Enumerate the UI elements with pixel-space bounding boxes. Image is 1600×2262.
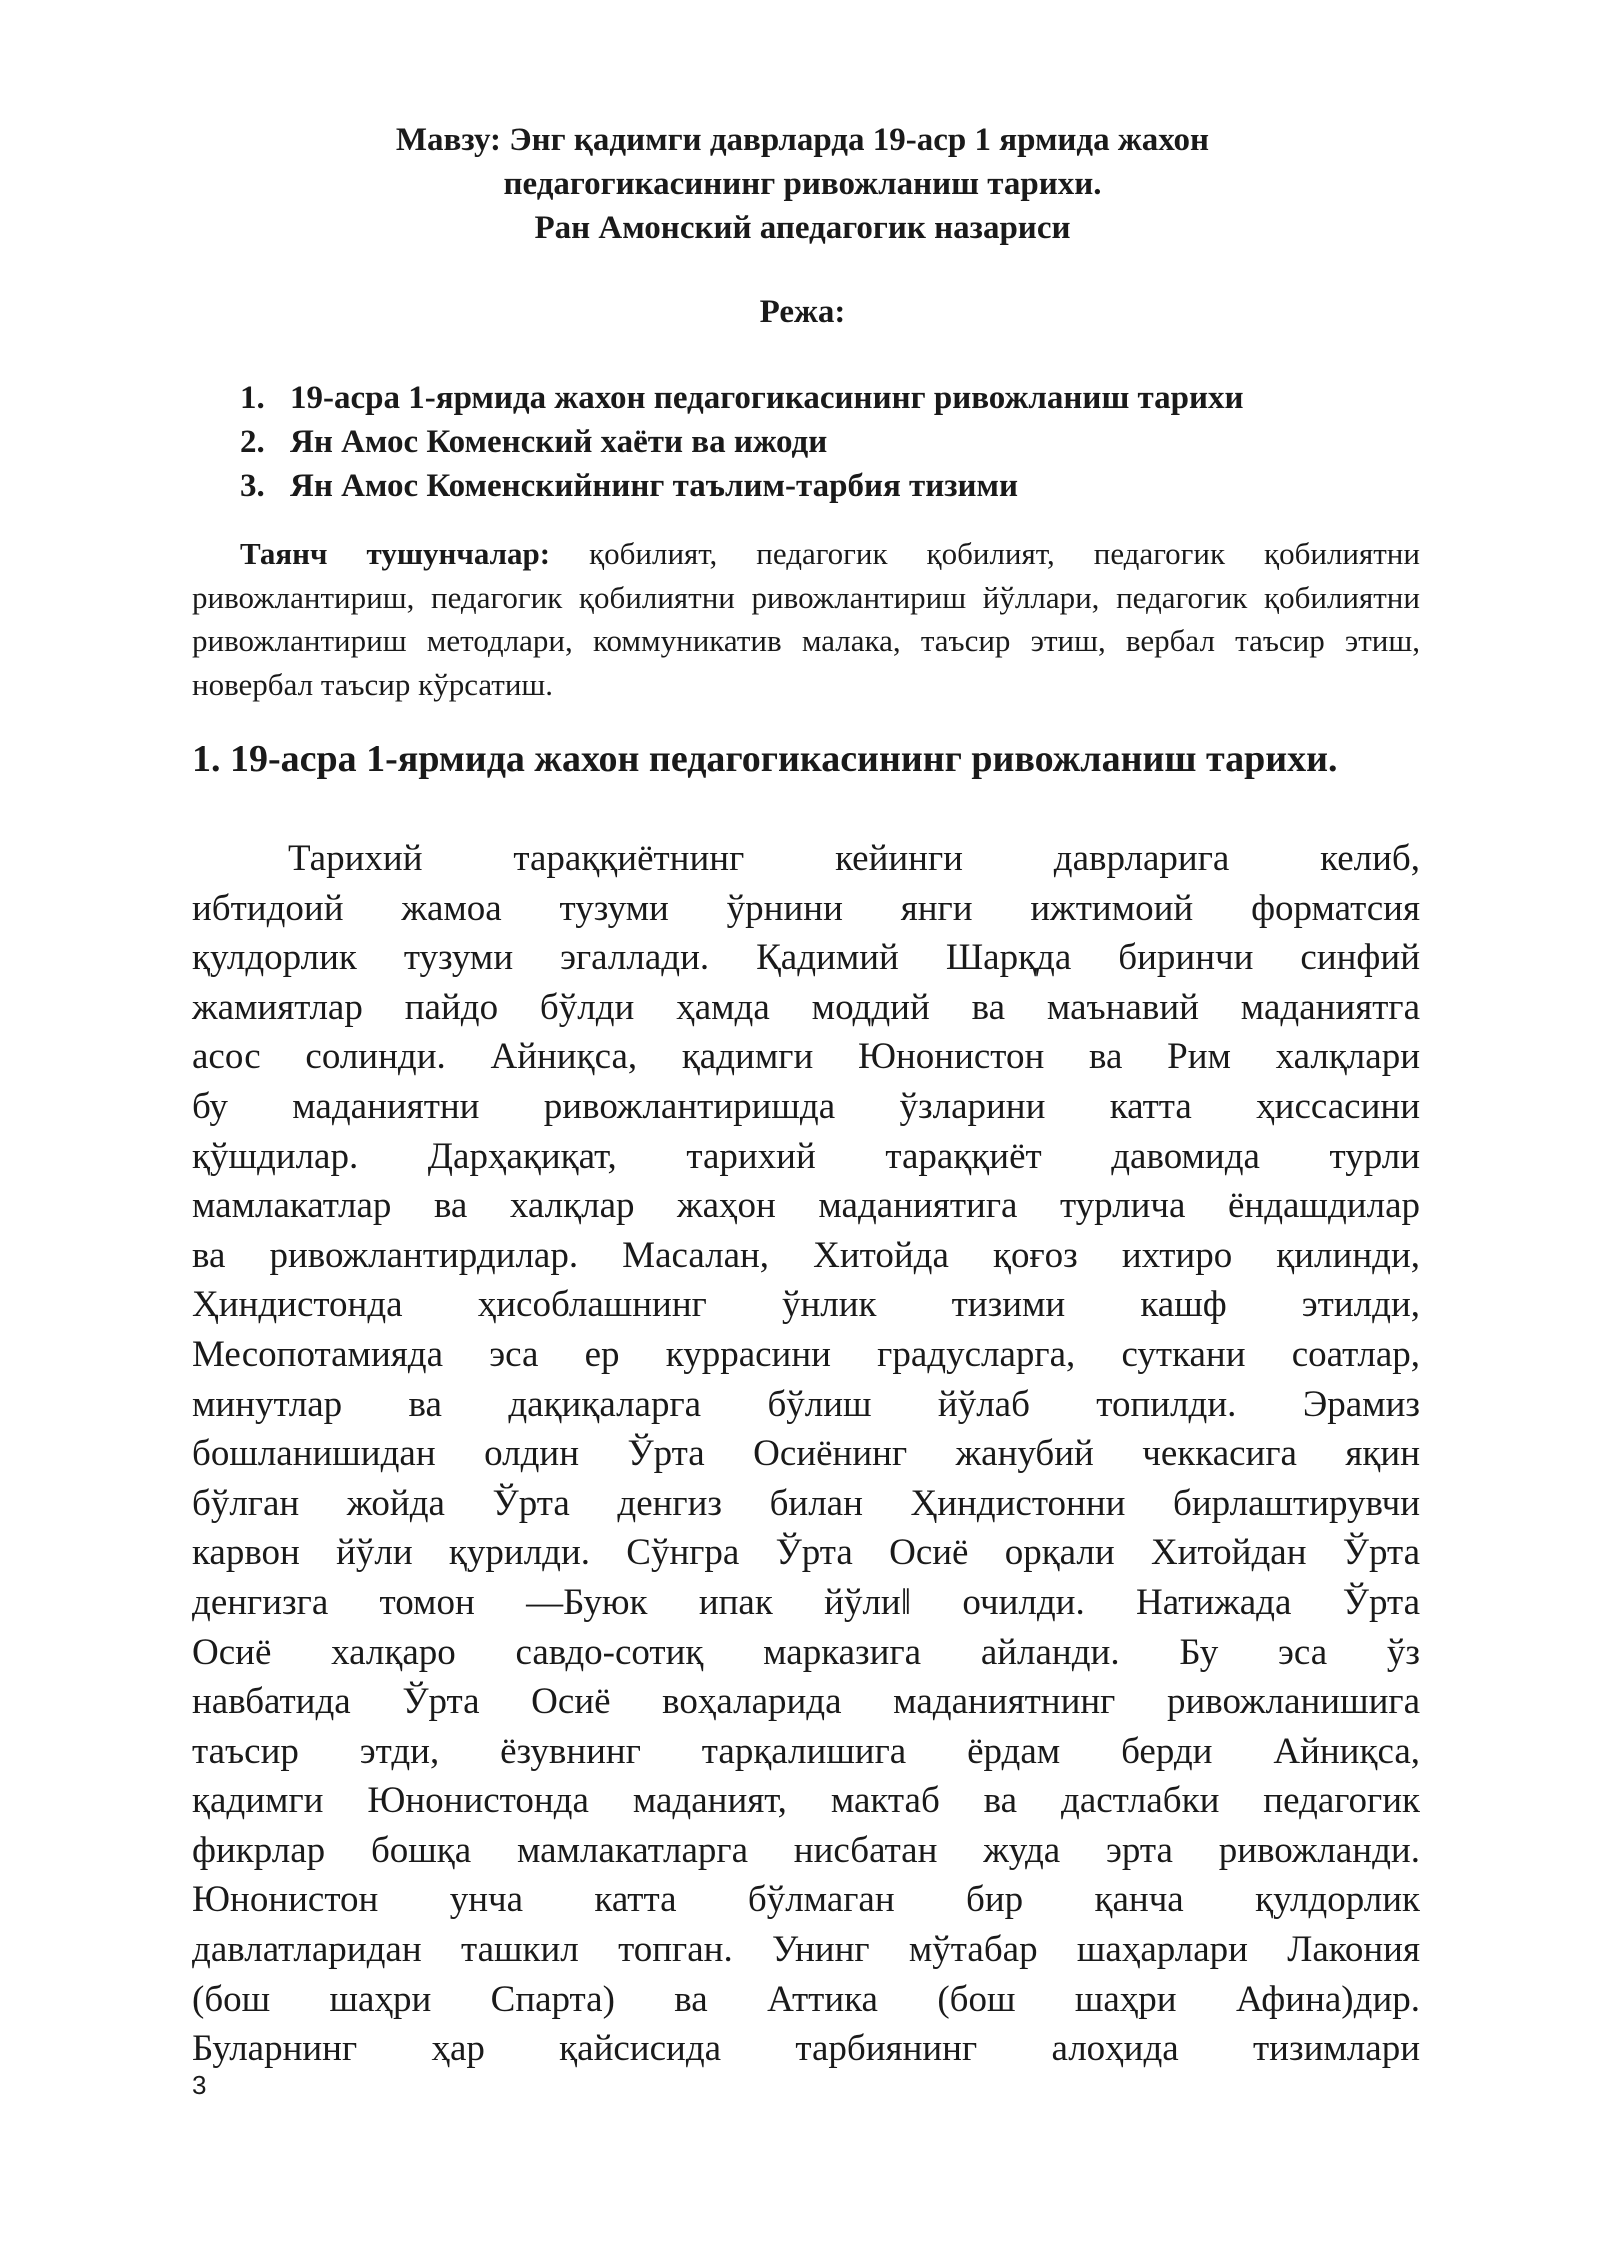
plan-item-number: 1.: [240, 380, 265, 416]
body-line-text: бу маданиятни ривожлантиришда ўзларини катта ҳиссасини: [192, 1085, 1420, 1127]
body-line-text: (бош шаҳри Спарта) ва Аттика (бош шаҳри Афина)дир.: [192, 1978, 1420, 2020]
plan-heading: Режа:: [759, 294, 846, 330]
body-line-text: карвон йўли қурилди. Сўнгра Ўрта Осиё орқали Хитойдан Ўрта: [192, 1532, 1420, 1574]
body-line-text: ибтидоий жамоа тузуми ўрнини янги ижтимоий форматсия: [192, 887, 1420, 929]
body-line-text: таъсир этди, ёзувнинг тарқалишига ёрдам берди Айниқса,: [192, 1730, 1420, 1772]
body-line: [192, 2024, 1420, 2074]
body-line: [192, 1628, 1420, 1678]
plan-item-number: 3.: [240, 468, 265, 504]
body-line: [192, 1082, 1420, 1132]
body-line: [192, 1280, 1420, 1330]
body-line: [192, 1677, 1420, 1727]
body-line-text: асос солинди. Айниқса, қадимги Юнонистон ва Рим халқлари: [192, 1036, 1420, 1078]
plan-item-number: 2.: [240, 424, 265, 460]
body-line: [192, 884, 1420, 934]
page-number: 3: [192, 2070, 207, 2100]
body-line: [192, 933, 1420, 983]
section-heading: 1. 19-асра 1-ярмида жахон педагогикасининг ривожланиш тарихи.: [192, 738, 1338, 780]
title-line: Мавзу: Энг қадимги даврларда 19-аср 1 ярмида жахон: [395, 122, 1210, 158]
title-line: педагогикасининг ривожланиш тарихи.: [503, 166, 1102, 202]
body-line-text: давлатларидан ташкил топган. Унинг мўтабар шаҳарлари Лакония: [192, 1929, 1420, 1971]
body-line-text: Буларнинг ҳар қайсисида тарбиянинг алоҳида тизимлари: [192, 2028, 1420, 2070]
body-line-text: ва ривожлантирдилар. Масалан, Хитойда қоғоз ихтиро қилинди,: [192, 1234, 1420, 1276]
body-line-text: денгизга томон ―Буюк ипак йўли‖ очилди. Натижада Ўрта: [192, 1581, 1420, 1623]
body-line-text: бўлган жойда Ўрта денгиз билан Ҳиндистонни бирлаштирувчи: [192, 1482, 1420, 1524]
body-line: [192, 1429, 1420, 1479]
body-line-text: қўшдилар. Дарҳақиқат, тарихий тараққиёт давомида турли: [192, 1135, 1420, 1177]
body-line: [192, 1479, 1420, 1529]
body-line-text: фикрлар бошқа мамлакатларга нисбатан жуда эрта ривожланди.: [192, 1829, 1420, 1871]
body-line: [192, 1826, 1420, 1876]
body-line-text: Осиё халқаро савдо-сотиқ марказига айланди. Бу эса ўз: [192, 1631, 1420, 1673]
body-line-text: Ҳиндистонда ҳисоблашнинг ўнлик тизими кашф этилди,: [192, 1284, 1420, 1326]
document-title: [190, 118, 1415, 250]
body-line: [192, 1875, 1420, 1925]
plan-item-text: Ян Амос Коменскийнинг таълим-тарбия тизими: [290, 468, 1019, 504]
body-line-text: мамлакатлар ва халқлар жаҳон маданиятига турлича ёндашдилар: [192, 1185, 1420, 1227]
body-line: [192, 1925, 1420, 1975]
plan-item: [240, 420, 1440, 464]
body-line: [192, 1181, 1420, 1231]
body-line-text: жамиятлар пайдо бўлди ҳамда моддий ва маънавий маданиятга: [192, 986, 1420, 1028]
body-line: [192, 1231, 1420, 1281]
body-line-text: навбатида Ўрта Осиё воҳаларида маданиятнинг ривожланишига: [192, 1681, 1420, 1723]
body-line: [192, 1330, 1420, 1380]
body-line: [192, 1380, 1420, 1430]
body-paragraph: [192, 834, 1420, 2074]
key-concepts-text: қобилият, педагогик қобилият, педагогик қобилиятни ривожлантириш, педагогик қобилиятни ривожлантириш йўллари, педагогик қобилиятни ривожлантириш методлари, коммуникатив малака, таъсир этиш, вербал таъсир этиш, новербал таъсир кўрсатиш.: [192, 536, 1420, 702]
body-line-text: бошланишидан олдин Ўрта Осиёнинг жанубий чеккасига яқин: [192, 1433, 1420, 1475]
plan-item: [240, 464, 1440, 508]
body-line-text: минутлар ва дақиқаларга бўлиш йўлаб топилди. Эрамиз: [192, 1383, 1420, 1425]
body-line-text: Юнонистон унча катта бўлмаган бир қанча қулдорлик: [192, 1879, 1420, 1921]
body-line: [192, 834, 1420, 884]
plan-item: [240, 376, 1440, 420]
plan-item-text: Ян Амос Коменский хаёти ва ижоди: [290, 424, 828, 460]
body-line: [192, 1727, 1420, 1777]
key-concepts-label: Таянч тушунчалар:: [240, 536, 551, 571]
body-line-text: Тарихий тараққиётнинг кейинги даврларига келиб,: [288, 838, 1420, 879]
title-line: Ран Амонский апедагогик назариси: [534, 210, 1071, 246]
body-line: [192, 1975, 1420, 2025]
body-line: [192, 1578, 1420, 1628]
plan-item-text: 19-асра 1-ярмида жахон педагогикасининг ривожланиш тарихи: [290, 380, 1244, 416]
body-line: [192, 1132, 1420, 1182]
body-line-text: қадимги Юнонистонда маданият, мактаб ва дастлабки педагогик: [192, 1780, 1420, 1822]
body-line-text: қулдорлик тузуми эгаллади. Қадимий Шарқда биринчи синфий: [192, 937, 1420, 979]
key-concepts-paragraph: [192, 532, 1420, 706]
body-line: [192, 1032, 1420, 1082]
body-line-text: Месопотамияда эса ер куррасини градусларга, суткани соатлар,: [192, 1333, 1420, 1375]
body-line: [192, 1528, 1420, 1578]
body-line: [192, 983, 1420, 1033]
plan-list: [240, 376, 1440, 508]
body-line: [192, 1776, 1420, 1826]
